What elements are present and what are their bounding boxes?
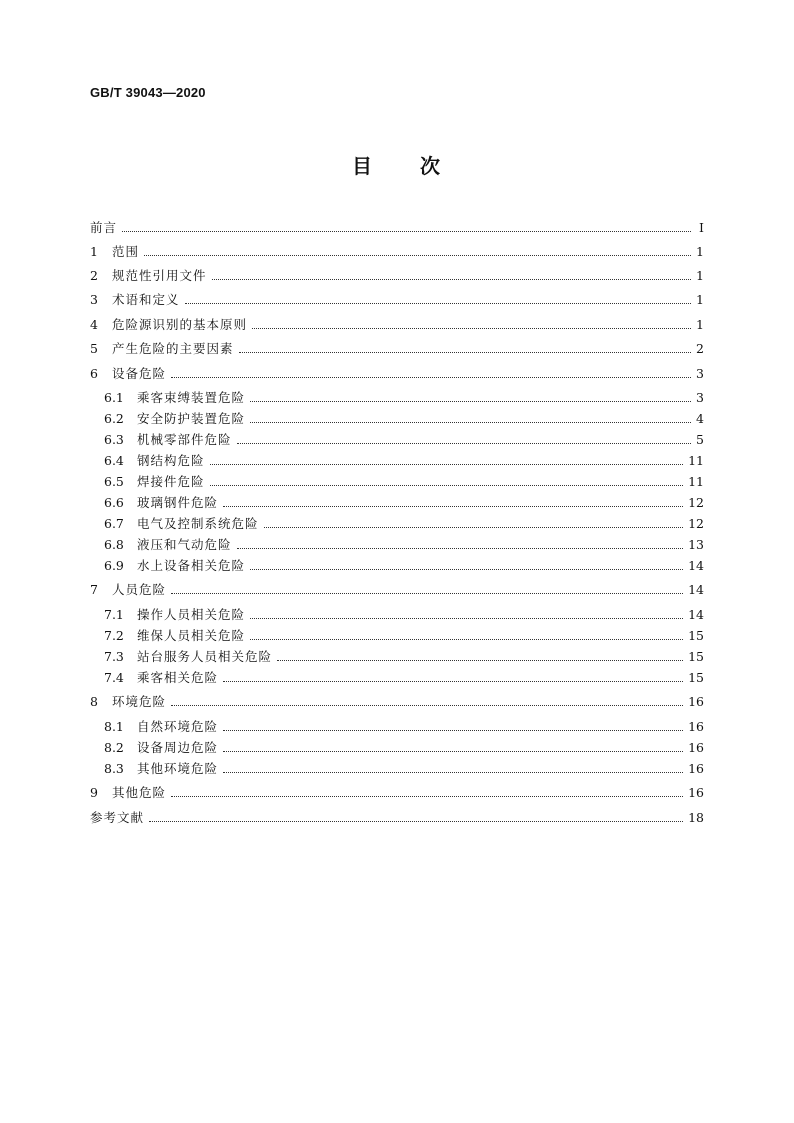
toc-dot-leader xyxy=(250,618,683,619)
toc-entry[interactable] xyxy=(90,470,704,490)
toc-entry[interactable] xyxy=(90,407,704,427)
toc-entry-page: 3 xyxy=(696,366,704,381)
toc-entry-number: 8.3 xyxy=(104,761,124,776)
toc-entry[interactable] xyxy=(90,645,704,665)
toc-entry-page: 12 xyxy=(688,495,704,510)
toc-dot-leader xyxy=(250,639,683,640)
toc-dot-leader xyxy=(239,352,691,353)
toc-entry-number: 3 xyxy=(90,292,98,307)
toc-dot-leader xyxy=(252,328,691,329)
toc-dot-leader xyxy=(277,660,683,661)
toc-entry-label: 乘客束缚装置危险 xyxy=(137,390,246,405)
toc-dot-leader xyxy=(250,422,691,423)
toc-entry-page: 1 xyxy=(696,292,704,307)
toc-entry-number: 1 xyxy=(90,244,98,259)
toc-entry-number: 7.1 xyxy=(104,607,124,622)
toc-entry-number: 6.1 xyxy=(104,390,124,405)
toc-dot-leader xyxy=(210,464,684,465)
toc-entry-number: 6.9 xyxy=(104,558,124,573)
toc-entry-number: 6.2 xyxy=(104,411,124,426)
toc-entry-label: 电气及控制系统危险 xyxy=(137,516,259,531)
toc-entry[interactable] xyxy=(90,690,704,710)
toc-entry-page: 1 xyxy=(696,317,704,332)
toc-entry[interactable] xyxy=(90,624,704,644)
toc-entry-label: 环境危险 xyxy=(112,694,167,709)
toc-entry-label: 焊接件危险 xyxy=(137,474,205,489)
toc-entry[interactable] xyxy=(90,806,704,826)
toc-entry-label: 产生危险的主要因素 xyxy=(112,341,234,356)
toc-dot-leader xyxy=(171,796,683,797)
toc-entry[interactable] xyxy=(90,578,704,598)
toc-entry-label: 其他危险 xyxy=(112,785,167,800)
toc-entry[interactable] xyxy=(90,313,704,333)
toc-entry-label: 乘客相关危险 xyxy=(137,670,219,685)
page-title xyxy=(0,150,794,179)
toc-dot-leader xyxy=(212,279,691,280)
toc-entry-label: 站台服务人员相关危险 xyxy=(137,649,273,664)
toc-entry[interactable] xyxy=(90,736,704,756)
toc-dot-leader xyxy=(223,730,683,731)
toc-entry-label: 其他环境危险 xyxy=(137,761,219,776)
toc-dot-leader xyxy=(250,569,683,570)
toc-entry-label: 危险源识别的基本原则 xyxy=(112,317,248,332)
toc-entry[interactable] xyxy=(90,603,704,623)
toc-entry[interactable] xyxy=(90,554,704,574)
toc-entry-label: 设备危险 xyxy=(112,366,167,381)
toc-entry-number: 8 xyxy=(90,694,98,709)
toc-entry-number: 6.4 xyxy=(104,453,124,468)
toc-entry-number: 6.3 xyxy=(104,432,124,447)
toc-entry-label: 规范性引用文件 xyxy=(112,268,207,283)
toc-dot-leader xyxy=(185,303,691,304)
toc-dot-leader xyxy=(223,772,683,773)
toc-entry-label: 钢结构危险 xyxy=(137,453,205,468)
toc-dot-leader xyxy=(171,593,683,594)
toc-entry[interactable] xyxy=(90,715,704,735)
toc-entry-number: 6.6 xyxy=(104,495,124,510)
toc-dot-leader xyxy=(144,255,691,256)
toc-entry-label: 操作人员相关危险 xyxy=(137,607,246,622)
toc-entry-label: 玻璃钢件危险 xyxy=(137,495,219,510)
toc-entry-page: 13 xyxy=(688,537,704,552)
toc-dot-leader xyxy=(250,401,691,402)
toc-entry-label: 安全防护装置危险 xyxy=(137,411,246,426)
toc-dot-leader xyxy=(264,527,684,528)
toc-entry[interactable] xyxy=(90,337,704,357)
toc-entry-page: 1 xyxy=(696,268,704,283)
toc-entry[interactable] xyxy=(90,533,704,553)
toc-dot-leader xyxy=(210,485,684,486)
toc-entry[interactable] xyxy=(90,512,704,532)
toc-entry-number: 6.8 xyxy=(104,537,124,552)
toc-entry-page: 14 xyxy=(688,607,704,622)
toc-entry-page: 11 xyxy=(688,474,704,489)
toc-dot-leader xyxy=(223,681,683,682)
toc-entry-label: 范围 xyxy=(112,244,140,259)
toc-entry-label: 参考文献 xyxy=(90,810,145,825)
toc-entry-number: 8.2 xyxy=(104,740,124,755)
toc-entry-label: 机械零部件危险 xyxy=(137,432,232,447)
toc-entry-page: Ⅰ xyxy=(699,220,704,235)
toc-entry-page: 5 xyxy=(696,432,704,447)
toc-entry-page: 12 xyxy=(688,516,704,531)
toc-dot-leader xyxy=(171,377,691,378)
toc-entry[interactable] xyxy=(90,216,704,236)
toc-entry-page: 1 xyxy=(696,244,704,259)
toc-entry[interactable] xyxy=(90,757,704,777)
toc-dot-leader xyxy=(122,231,691,232)
title-char-2: 次 xyxy=(420,154,442,178)
toc-entry-label: 前言 xyxy=(90,220,118,235)
toc-entry-label: 维保人员相关危险 xyxy=(137,628,246,643)
toc-entry-page: 16 xyxy=(688,740,704,755)
toc-dot-leader xyxy=(223,506,683,507)
toc-dot-leader xyxy=(237,443,691,444)
toc-entry-page: 14 xyxy=(688,558,704,573)
toc-entry-number: 7 xyxy=(90,582,98,597)
toc-entry-label: 水上设备相关危险 xyxy=(137,558,246,573)
toc-dot-leader xyxy=(171,705,683,706)
toc-entry-page: 4 xyxy=(696,411,704,426)
toc-entry[interactable] xyxy=(90,428,704,448)
toc-entry-page: 15 xyxy=(688,670,704,685)
toc-entry-number: 7.2 xyxy=(104,628,124,643)
toc-entry[interactable] xyxy=(90,362,704,382)
standard-number: GB/T 39043—2020 xyxy=(90,85,206,100)
toc-entry-page: 16 xyxy=(688,761,704,776)
toc-entry-number: 2 xyxy=(90,268,98,283)
toc-entry-page: 15 xyxy=(688,628,704,643)
toc-entry-label: 术语和定义 xyxy=(112,292,180,307)
toc-entry-page: 18 xyxy=(688,810,704,825)
toc-entry-page: 3 xyxy=(696,390,704,405)
toc-entry-number: 7.3 xyxy=(104,649,124,664)
toc-entry-label: 人员危险 xyxy=(112,582,167,597)
toc-entry-number: 6 xyxy=(90,366,98,381)
toc-entry-label: 液压和气动危险 xyxy=(137,537,232,552)
toc-entry-label: 设备周边危险 xyxy=(137,740,219,755)
toc-entry-page: 2 xyxy=(696,341,704,356)
toc-entry-number: 6.5 xyxy=(104,474,124,489)
toc-entry[interactable] xyxy=(90,240,704,260)
toc-entry-number: 6.7 xyxy=(104,516,124,531)
toc-entry-page: 15 xyxy=(688,649,704,664)
toc-entry[interactable] xyxy=(90,781,704,801)
toc-entry-label: 自然环境危险 xyxy=(137,719,219,734)
toc-entry-page: 16 xyxy=(688,785,704,800)
toc-entry-number: 8.1 xyxy=(104,719,124,734)
toc-entry-number: 5 xyxy=(90,341,98,356)
toc-entry-number: 4 xyxy=(90,317,98,332)
toc-entry-page: 14 xyxy=(688,582,704,597)
toc-entry-number: 7.4 xyxy=(104,670,124,685)
toc-entry[interactable] xyxy=(90,491,704,511)
toc-entry[interactable] xyxy=(90,449,704,469)
title-char-1: 目 xyxy=(352,154,374,178)
toc-entry[interactable] xyxy=(90,288,704,308)
toc-entry-page: 16 xyxy=(688,719,704,734)
toc-entry[interactable] xyxy=(90,666,704,686)
toc-entry-page: 16 xyxy=(688,694,704,709)
toc-entry-page: 11 xyxy=(688,453,704,468)
toc-dot-leader xyxy=(149,821,683,822)
toc-entry-number: 9 xyxy=(90,785,98,800)
toc-entry[interactable] xyxy=(90,386,704,406)
toc-dot-leader xyxy=(237,548,684,549)
toc-dot-leader xyxy=(223,751,683,752)
toc-entry[interactable] xyxy=(90,264,704,284)
